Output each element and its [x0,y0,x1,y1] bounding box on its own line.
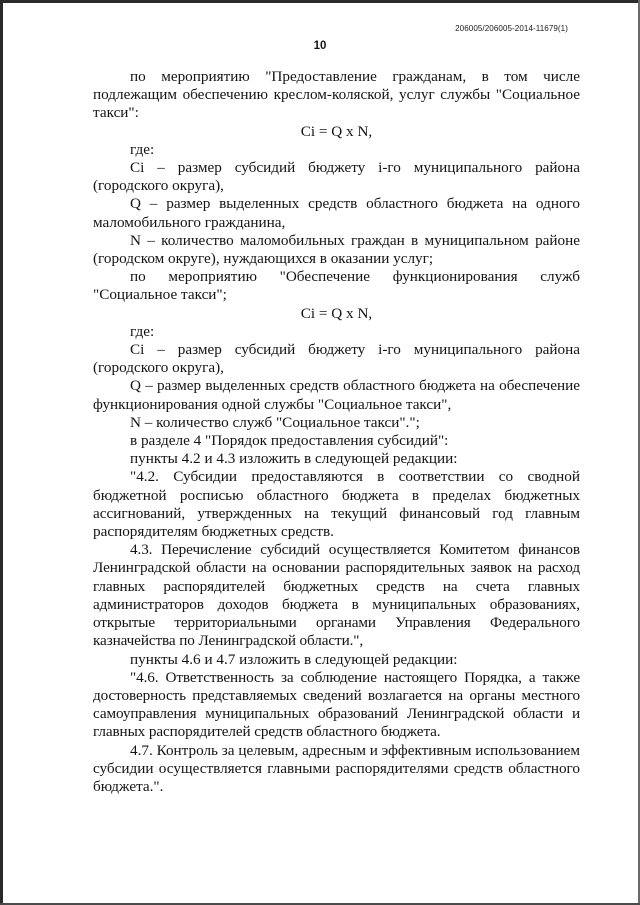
paragraph: 4.7. Контроль за целевым, адресным и эффективным использованием субсидии осуществляется главными распорядителями средств областного бюджета.". [93,741,581,795]
paragraph: 4.3. Перечисление субсидий осуществляется Комитетом финансов Ленинградской области на основании распорядительных заявок на расход главных распорядителей бюджетных средств на счета главных администраторов доходов бюджета в муниципальных образованиях, открытые территориальными органами Управления Федерального казначейства по Ленинградской области.", [93,541,580,650]
paragraph: "4.6. Ответственность за соблюдение настоящего Порядка, а также достоверность представляемых сведений возлагается на органы местного самоуправления муниципальных образований Ленинградской области и главных распорядителей средств областного бюджета. [93,668,580,741]
formula: Ci = Q x N, [300,304,373,322]
paragraph: N – количество служб "Социальное такси"."; [130,413,420,431]
paragraph: Q – размер выделенных средств областного бюджета на одного маломобильного гражданина, [93,195,580,231]
page-number: 10 [313,40,327,52]
paragraph: пункты 4.6 и 4.7 изложить в следующей редакции: [130,650,458,668]
formula: Ci = Q x N, [300,122,373,140]
paragraph: Q – размер выделенных средств областного бюджета на обеспечение функционирования одной службы "Социальное такси", [93,377,580,413]
scan-border-top [0,0,640,3]
document-id: 206005/206005-2014-11679(1) [455,24,568,33]
paragraph: где: [130,322,155,340]
paragraph: N – количество маломобильных граждан в муниципальном районе (городском округе), нуждающихся в оказании услуг; [93,231,580,268]
paragraph: Ci – размер субсидий бюджету i-го муниципального района (городского округа), [93,341,580,377]
paragraph: по мероприятию "Предоставление гражданам, в том числе подлежащим обеспечению креслом-коляской, услуг службы "Социальное такси": [93,68,580,122]
scan-border-left [0,0,3,905]
paragraph: где: [130,140,155,158]
document-body [93,68,580,796]
paragraph: Ci – размер субсидий бюджету i-го муниципального района (городского округа), [93,159,580,195]
paragraph: пункты 4.2 и 4.3 изложить в следующей редакции: [130,450,458,468]
paragraph: "4.2. Субсидии предоставляются в соответствии со сводной бюджетной росписью областного бюджета в пределах бюджетных ассигнований, утвержденных на текущий финансовый год главным распорядителям бюджетных средств. [93,468,580,541]
paragraph: по мероприятию "Обеспечение функционирования служб "Социальное такси"; [93,268,580,304]
paragraph: в разделе 4 "Порядок предоставления субсидий": [130,432,449,450]
